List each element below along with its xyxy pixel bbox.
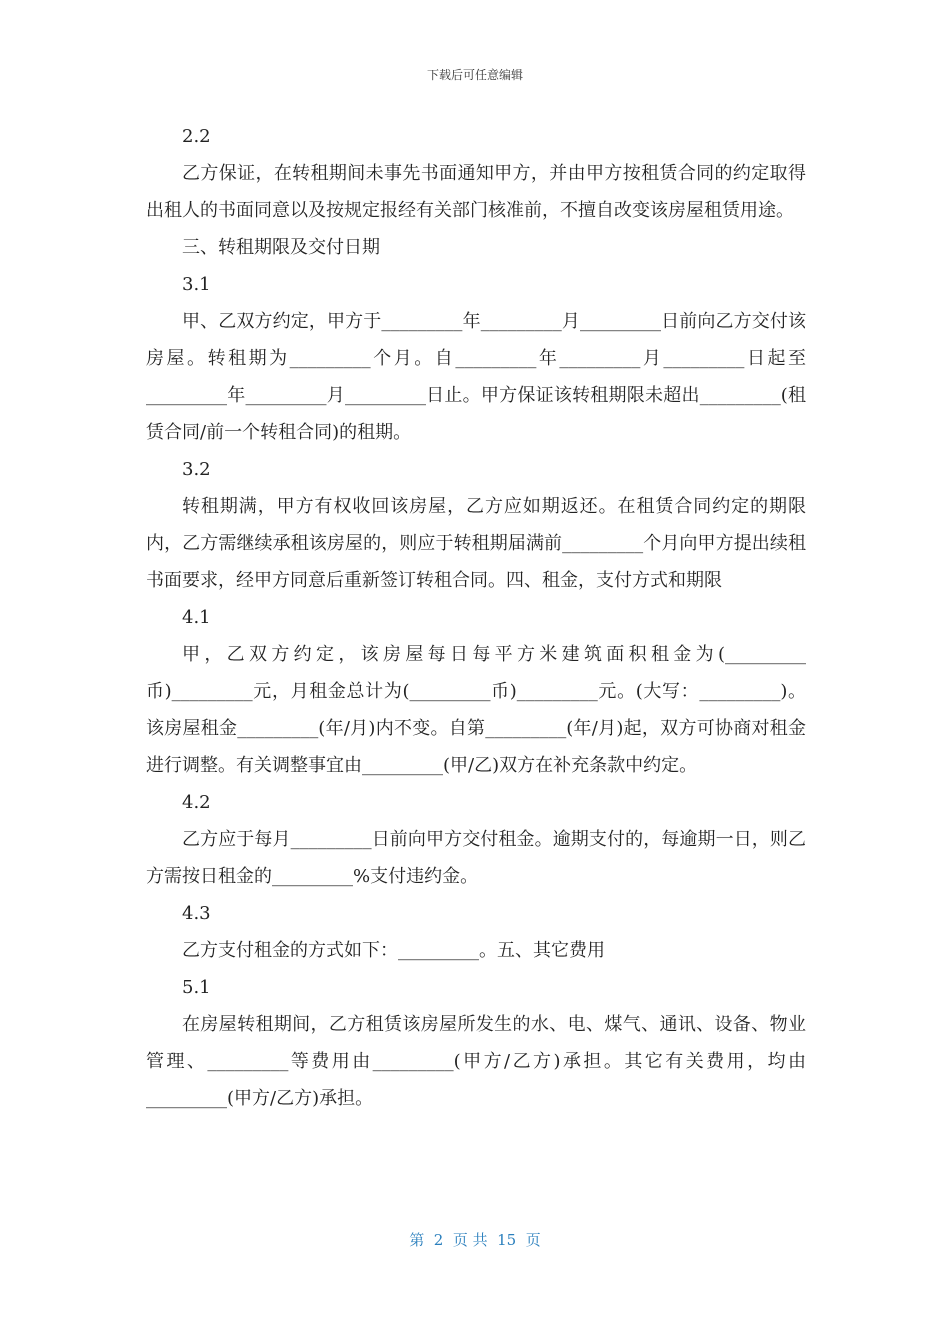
clause-number: 4.3 — [182, 903, 211, 924]
clause-number: 5.1 — [182, 977, 211, 998]
clause-number: 3.2 — [182, 459, 211, 480]
paragraph: 甲，乙双方约定，该房屋每日每平方米建筑面积租金为(_________币)_________元，月租金总计为(_________币)_________元。(大写：_________)。该房屋租金_________(年/月)内不变。自第_________(年/月)起，双方可协商对租金进行调整。有关调整事宜由_________(甲/乙)双方在补充条款中约定。 — [146, 644, 806, 776]
paragraph: 乙方应于每月_________日前向甲方交付租金。逾期支付的，每逾期一日，则乙方需按日租金的_________%支付违约金。 — [146, 829, 806, 887]
section-heading: 三、转租期限及交付日期 — [182, 237, 380, 258]
page-number: 第 2 页 共 15 页 — [409, 1231, 541, 1249]
paragraph: 乙方支付租金的方式如下：_________。五、其它费用 — [182, 940, 605, 961]
clause-number: 4.1 — [182, 607, 211, 628]
paragraph: 乙方保证，在转租期间未事先书面通知甲方，并由甲方按租赁合同的约定取得出租人的书面同意以及按规定报经有关部门核准前，不擅自改变该房屋租赁用途。 — [146, 163, 806, 221]
paragraph: 甲、乙双方约定，甲方于_________年_________月_________日前向乙方交付该房屋。转租期为_________个月。自_________年_________月_________日起至_________年_________月_________日止。甲方保证该转租期限未超出_________(租赁合同/前一个转租合同)的租期。 — [146, 311, 806, 443]
clause-number: 3.1 — [182, 274, 211, 295]
document-body — [146, 118, 806, 1117]
header-note: 下载后可任意编辑 — [426, 68, 523, 82]
paragraph: 在房屋转租期间，乙方租赁该房屋所发生的水、电、煤气、通讯、设备、物业管理、_________等费用由_________(甲方/乙方)承担。其它有关费用，均由_________(甲方/乙方)承担。 — [146, 1014, 806, 1109]
paragraph: 转租期满，甲方有权收回该房屋，乙方应如期返还。在租赁合同约定的期限内，乙方需继续承租该房屋的，则应于转租期届满前_________个月向甲方提出续租书面要求，经甲方同意后重新签订转租合同。四、租金，支付方式和期限 — [146, 496, 806, 591]
clause-number: 4.2 — [182, 792, 211, 813]
clause-number: 2.2 — [182, 126, 211, 147]
